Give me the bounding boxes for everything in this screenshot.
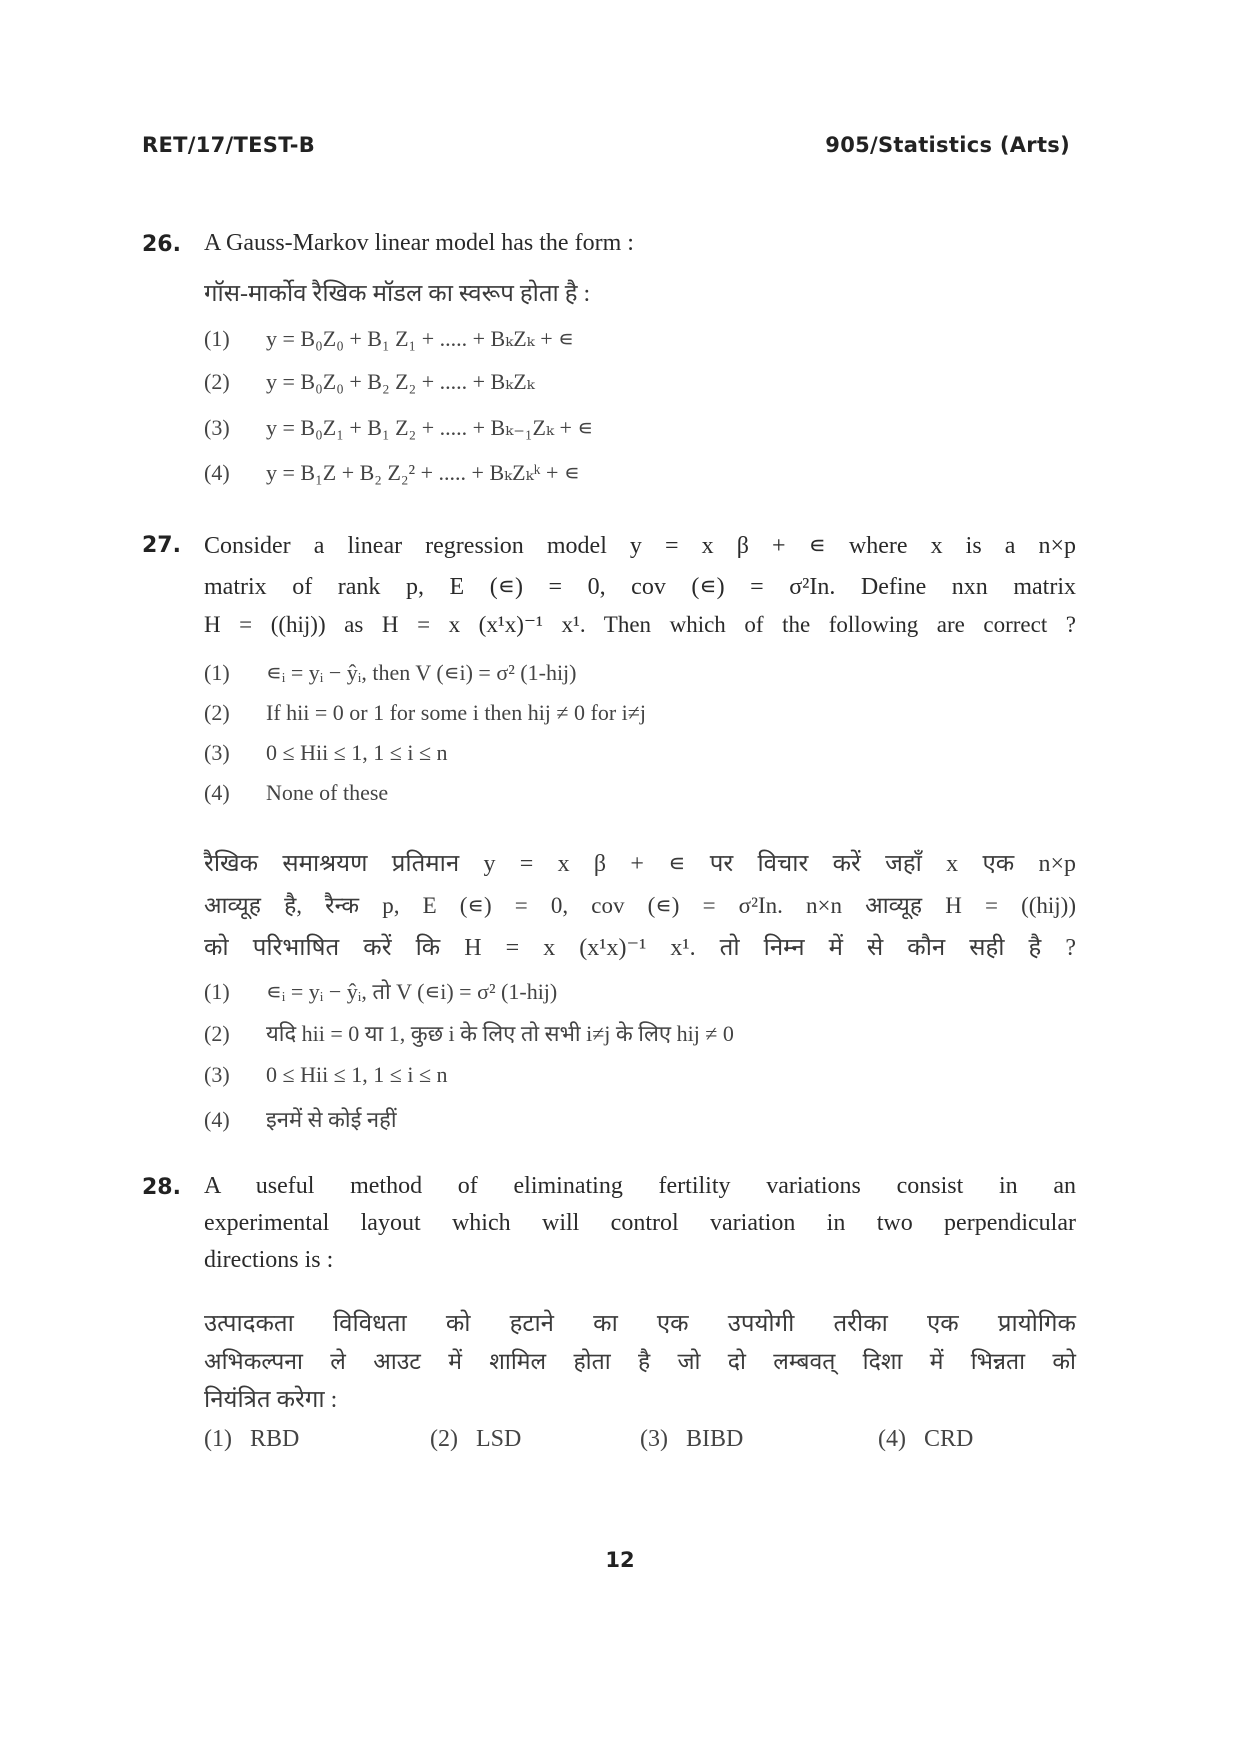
- question-27-line-2-hi: आव्यूह है, रैन्क p, E (∊) = 0, cov (∊) = σ²In. n×n आव्यूह H = ((hij)): [204, 893, 1076, 918]
- question-27-line-3-hi: को परिभाषित करें कि H = x (x¹x)⁻¹ x¹. तो निम्न में से कौन सही है ?: [204, 935, 1076, 961]
- q27-en-option-4: (4) None of these: [204, 780, 389, 805]
- q27-en-option-2: (2) If hii = 0 or 1 for some i then hij ≠ 0 for i≠j: [204, 700, 646, 725]
- question-27-line-1-en: Consider a linear regression model y = x β + ∊ where x is a n×p: [204, 533, 1076, 559]
- question-27-line-2-en: matrix of rank p, E (∊) = 0, cov (∊) = σ²In. Define nxn matrix: [204, 574, 1076, 600]
- q28-option-4: (4) CRD: [878, 1426, 974, 1452]
- q27-hi-option-3: (3) 0 ≤ Hii ≤ 1, 1 ≤ i ≤ n: [204, 1062, 448, 1087]
- question-27-line-3-en: H = ((hij)) as H = x (x¹x)⁻¹ x¹. Then which of the following are correct ?: [204, 612, 1076, 637]
- q27-en-option-1: (1) ∊ᵢ = yᵢ − ŷᵢ, then V (∊i) = σ² (1-hij): [204, 660, 577, 685]
- question-28-line-2-en: experimental layout which will control variation in two perpendicular: [204, 1210, 1076, 1236]
- question-26-number: 26.: [142, 232, 181, 257]
- q27-hi-option-2: (2) यदि hii = 0 या 1, कुछ i के लिए तो सभी i≠j के लिए hij ≠ 0: [204, 1021, 734, 1046]
- q26-option-1: (1) y = B₀Z₀ + B₁ Z₁ + ..... + BₖZₖ + ∊: [204, 326, 574, 351]
- q26-option-3: (3) y = B₀Z₁ + B₁ Z₂ + ..... + Bₖ₋₁Zₖ + ∊: [204, 415, 594, 440]
- question-27-line-1-hi: रैखिक समाश्रयण प्रतिमान y = x β + ∊ पर विचार करें जहाँ x एक n×p: [204, 851, 1076, 877]
- q28-option-2: (2) LSD: [430, 1426, 522, 1452]
- question-28-line-1-hi: उत्पादकता विविधता को हटाने का एक उपयोगी तरीका एक प्रायोगिक: [204, 1311, 1076, 1337]
- subject-title: 905/Statistics (Arts): [825, 133, 1070, 157]
- question-26-text-hi: गॉस-मार्कोव रैखिक मॉडल का स्वरूप होता है :: [204, 281, 591, 307]
- q28-option-3: (3) BIBD: [640, 1426, 744, 1452]
- q27-hi-option-1: (1) ∊ᵢ = yᵢ − ŷᵢ, तो V (∊i) = σ² (1-hij): [204, 979, 558, 1004]
- question-28-line-2-hi: अभिकल्पना ले आउट में शामिल होता है जो दो लम्बवत् दिशा में भिन्नता को: [204, 1349, 1076, 1374]
- question-28-line-1-en: A useful method of eliminating fertility variations consist in an: [204, 1173, 1076, 1199]
- question-28-number: 28.: [142, 1175, 181, 1200]
- question-26-text-en: A Gauss-Markov linear model has the form :: [204, 230, 634, 256]
- q26-option-4: (4) y = B₁Z + B₂ Z₂² + ..... + BₖZₖᵏ + ∊: [204, 460, 580, 485]
- q27-en-option-3: (3) 0 ≤ Hii ≤ 1, 1 ≤ i ≤ n: [204, 740, 448, 765]
- question-28-line-3-en: directions is :: [204, 1247, 334, 1273]
- page-number: 12: [605, 1548, 635, 1572]
- q26-option-2: (2) y = B₀Z₀ + B₂ Z₂ + ..... + BₖZₖ: [204, 369, 535, 394]
- q28-option-1: (1) RBD: [204, 1426, 300, 1452]
- paper-code: RET/17/TEST-B: [142, 133, 316, 157]
- q27-hi-option-4: (4) इनमें से कोई नहीं: [204, 1107, 397, 1132]
- question-28-line-3-hi: नियंत्रित करेगा :: [204, 1387, 338, 1413]
- question-27-number: 27.: [142, 533, 181, 558]
